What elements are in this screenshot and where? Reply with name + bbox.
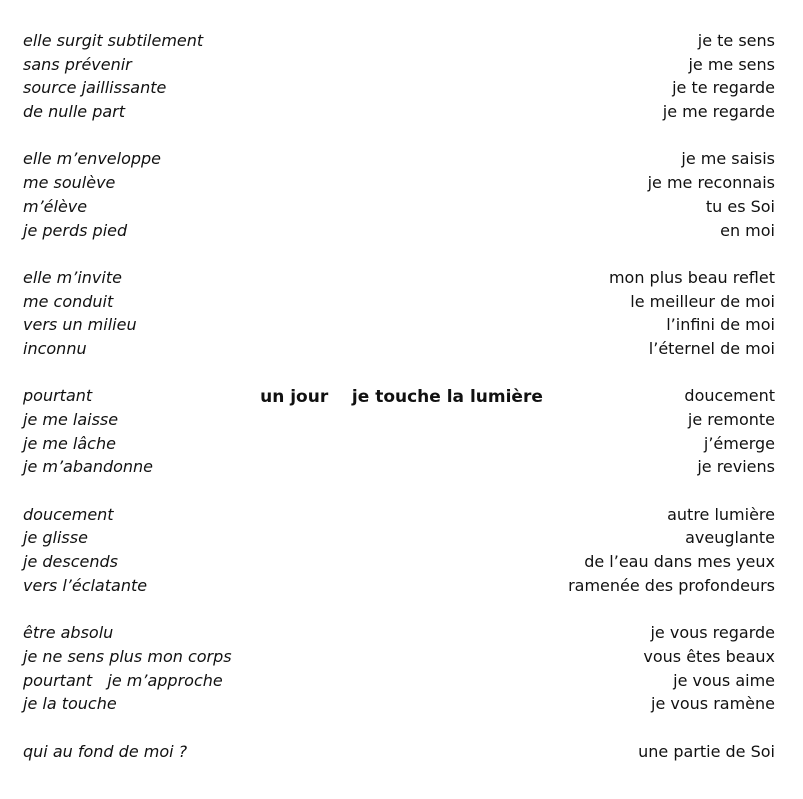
right-stanza	[445, 147, 775, 242]
right-poem-line: j’émerge	[703, 433, 775, 453]
right-poem-line: vous êtes beaux	[643, 646, 775, 666]
left-poem-line: qui au fond de moi ?	[23, 741, 188, 761]
left-poem-line: je la touche	[23, 694, 117, 714]
right-stanza	[445, 503, 775, 598]
left-poem-line: je m’abandonne	[23, 457, 154, 477]
right-poem-line: aveuglante	[685, 528, 775, 548]
right-poem-line: l’infini de moi	[666, 315, 775, 335]
left-poem-line: inconnu	[23, 338, 87, 358]
right-poem-line: je me reconnais	[647, 173, 775, 193]
right-poem-line: je te regarde	[672, 78, 775, 98]
right-poem-line: autre lumière	[667, 504, 775, 524]
left-poem-line: me soulève	[23, 173, 116, 193]
left-poem-line: me conduit	[23, 291, 114, 311]
left-poem-line: m’élève	[23, 196, 88, 216]
left-poem-line: doucement	[23, 504, 114, 524]
right-poem-line: ramenée des profondeurs	[568, 575, 775, 595]
right-poem-line: je me regarde	[662, 102, 775, 122]
right-poem-line: je te sens	[697, 31, 775, 50]
right-stanza	[445, 29, 775, 124]
right-poem-line: je me saisis	[681, 149, 775, 169]
right-poem-line: doucement	[684, 386, 775, 406]
right-poem-line: je vous ramène	[651, 694, 775, 714]
left-poem-line: je ne sens plus mon corps	[23, 646, 232, 666]
left-poem-line: pourtant je m’approche	[23, 670, 223, 690]
right-poem-line: en moi	[720, 220, 775, 240]
left-poem-line: vers l’éclatante	[23, 575, 148, 595]
right-poem-line: de l’eau dans mes yeux	[584, 552, 775, 572]
center-line-part-1: un jour	[260, 387, 329, 407]
right-poem-line: je vous aime	[673, 670, 775, 690]
left-poem-line: sans prévenir	[23, 54, 132, 74]
left-poem-line: je me laisse	[23, 410, 119, 429]
right-poem-line: je me sens	[688, 54, 775, 74]
left-poem-line: je glisse	[23, 528, 88, 548]
center-line-part-2: je touche la lumière	[351, 387, 543, 407]
right-poem-line: je remonte	[687, 410, 775, 429]
right-stanza	[445, 266, 775, 361]
left-poem-line: vers un milieu	[23, 315, 137, 335]
left-stanza	[23, 147, 323, 242]
right-poem-line: je vous regarde	[650, 623, 775, 643]
left-stanza	[23, 740, 323, 764]
right-poem-line: tu es Soi	[705, 196, 775, 216]
left-poem-line: elle surgit subtilement	[23, 31, 204, 50]
right-stanza	[445, 621, 775, 716]
left-poem-line: être absolu	[23, 623, 114, 643]
left-poem-line: source jaillissante	[23, 78, 167, 98]
left-stanza	[23, 621, 323, 716]
center-line	[0, 385, 803, 409]
left-stanza	[23, 29, 323, 124]
right-poem-line: je reviens	[697, 457, 775, 477]
right-poem-line: l’éternel de moi	[648, 338, 775, 358]
left-poem-line: pourtant	[23, 386, 93, 406]
right-poem-line: le meilleur de moi	[630, 291, 775, 311]
left-poem-line: de nulle part	[23, 102, 125, 122]
right-poem-line: une partie de Soi	[638, 741, 775, 761]
right-stanza	[445, 740, 775, 764]
left-stanza	[23, 266, 323, 361]
left-poem-line: elle m’enveloppe	[23, 149, 162, 169]
left-poem-line: je me lâche	[23, 433, 116, 453]
left-poem-line: elle m’invite	[23, 267, 122, 287]
left-stanza	[23, 503, 323, 598]
left-poem-line: je perds pied	[23, 220, 128, 240]
left-poem-line: je descends	[23, 552, 118, 572]
right-poem-line: mon plus beau reflet	[608, 267, 775, 287]
